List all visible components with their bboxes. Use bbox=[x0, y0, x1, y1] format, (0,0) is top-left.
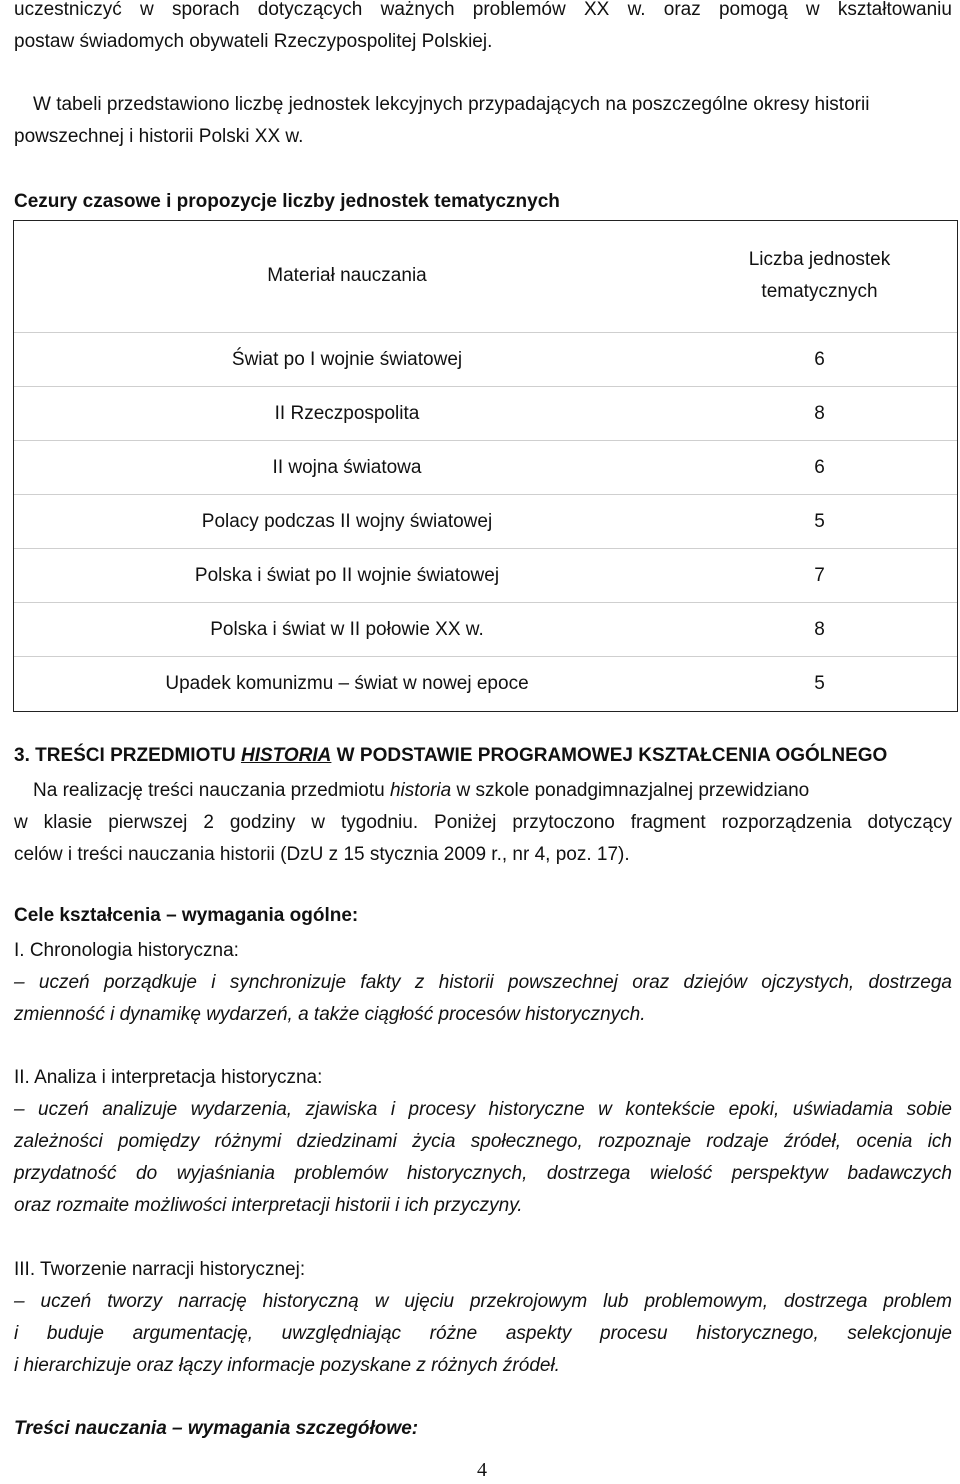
intro-word: problemów bbox=[472, 0, 566, 20]
table-row bbox=[13, 657, 958, 711]
intro-word: dotyczących bbox=[257, 0, 363, 20]
intro-line-4: powszechnej i historii Polski XX w. bbox=[14, 126, 304, 147]
row-count: 5 bbox=[681, 495, 958, 549]
row-topic: Świat po I wojnie światowej bbox=[13, 333, 681, 387]
row-topic: Upadek komunizmu – świat w nowej epoce bbox=[165, 672, 529, 694]
intro-word: w bbox=[805, 0, 820, 20]
row-topic: II wojna światowa bbox=[13, 441, 681, 495]
row-topic: Polacy podczas II wojny światowej bbox=[13, 495, 681, 549]
table-row bbox=[13, 603, 958, 657]
table-row bbox=[13, 387, 958, 441]
table-row bbox=[13, 495, 958, 549]
table-caption: Cezury czasowe i propozycje liczby jednostek tematycznych bbox=[14, 191, 560, 212]
goal-1-line-2: zmienność i dynamikę wydarzeń, a także ciągłość procesów historycznych. bbox=[14, 1004, 646, 1025]
goal-2-line-4: oraz rozmaite możliwości interpretacji historii i ich przyczyny. bbox=[14, 1195, 523, 1216]
table-row bbox=[13, 441, 958, 495]
section-p1-line-3: celów i treści nauczania historii (DzU z 15 stycznia 2009 r., nr 4, poz. 17). bbox=[14, 844, 630, 865]
intro-line-3: W tabeli przedstawiono liczbę jednostek lekcyjnych przypadających na poszczególne okresy historii bbox=[33, 94, 870, 115]
intro-word: w bbox=[139, 0, 154, 20]
intro-word: w. bbox=[627, 0, 646, 20]
section-p1-line-1: Na realizację treści nauczania przedmiotu historia w szkole ponadgimnazjalnej przewidziano bbox=[33, 780, 810, 801]
content-title: Treści nauczania – wymagania szczegółowe: bbox=[14, 1418, 419, 1439]
row-topic: Polska i świat w II połowie XX w. bbox=[13, 603, 681, 657]
row-count: 8 bbox=[681, 603, 958, 657]
intro-word: kształtowaniu bbox=[837, 0, 952, 20]
intro-line-2: postaw świadomych obywateli Rzeczypospolitej Polskiej. bbox=[14, 31, 493, 52]
goal-2-line-2: zależności pomiędzy różnymi dziedzinami życia społecznego, rozpoznaje rodzaje źródeł, ocenia ich bbox=[14, 1131, 952, 1152]
section-heading: 3. TREŚCI PRZEDMIOTU HISTORIA W PODSTAWIE PROGRAMOWEJ KSZTAŁCENIA OGÓLNEGO bbox=[14, 745, 888, 766]
row-count: 8 bbox=[681, 387, 958, 441]
goal-2-title: II. Analiza i interpretacja historyczna: bbox=[14, 1067, 323, 1088]
goal-3-title: III. Tworzenie narracji historycznej: bbox=[14, 1259, 306, 1280]
row-count: 6 bbox=[681, 441, 958, 495]
goal-1-line-1: – uczeń porządkuje i synchronizuje fakty z historii powszechnej oraz dziejów ojczystych, dostrzega bbox=[14, 972, 952, 993]
goal-3-line-1: – uczeń tworzy narrację historyczną w ujęciu przekrojowym lub problemowym, dostrzega problem bbox=[14, 1291, 952, 1312]
table-row bbox=[13, 333, 958, 387]
goal-3-line-3: i hierarchizuje oraz łączy informacje pozyskane z różnych źródeł. bbox=[14, 1355, 560, 1376]
row-count: 7 bbox=[681, 549, 958, 603]
header-count: Liczba jednostek tematycznych bbox=[681, 220, 958, 333]
section-p1-line-2: w klasie pierwszej 2 godziny w tygodniu. Poniżej przytoczono fragment rozporządzenia dotyczący bbox=[14, 812, 952, 833]
row-count: 5 bbox=[814, 672, 825, 694]
intro-line-1 bbox=[14, 0, 952, 26]
goal-2-line-1: – uczeń analizuje wydarzenia, zjawiska i procesy historyczne w kontekście epoki, uświadamia sobie bbox=[14, 1099, 952, 1120]
intro-word: oraz bbox=[663, 0, 701, 20]
row-count: 6 bbox=[681, 333, 958, 387]
row-topic: II Rzeczpospolita bbox=[13, 387, 681, 441]
page-number: 4 bbox=[477, 1459, 487, 1481]
goal-3-line-2: i buduje argumentację, uwzględniając różne aspekty procesu historycznego, selekcjonuje bbox=[14, 1323, 952, 1344]
intro-word: sporach bbox=[171, 0, 240, 20]
goal-1-title: I. Chronologia historyczna: bbox=[14, 940, 239, 961]
table-row bbox=[13, 549, 958, 603]
intro-word: XX bbox=[583, 0, 610, 20]
intro-word: uczestniczyć bbox=[14, 0, 122, 20]
goals-title: Cele kształcenia – wymagania ogólne: bbox=[14, 905, 359, 926]
intro-word: pomogą bbox=[718, 0, 788, 20]
intro-word: ważnych bbox=[380, 0, 455, 20]
row-topic: Polska i świat po II wojnie światowej bbox=[13, 549, 681, 603]
units-table bbox=[13, 220, 958, 710]
goal-2-line-3: przydatność do wyjaśniania problemów historycznych, dostrzega wielość perspektyw badawczych bbox=[14, 1163, 952, 1184]
header-material: Materiał nauczania bbox=[13, 220, 681, 333]
